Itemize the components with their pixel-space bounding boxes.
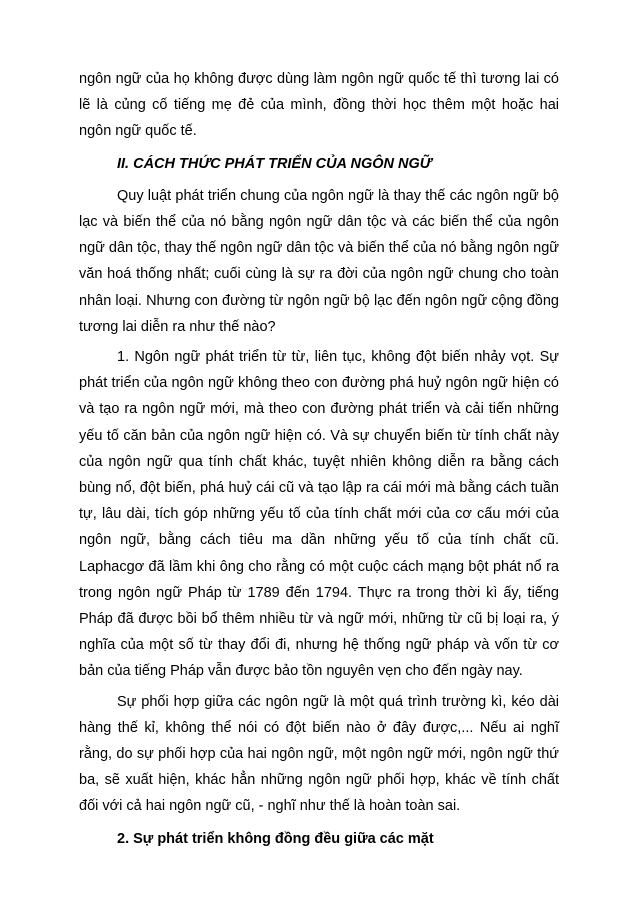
body-paragraph: 1. Ngôn ngữ phát triển từ từ, liên tục, không đột biến nhảy vọt. Sự phát triển của ngôn ngữ không theo con đường phá huỷ ngôn ngữ hiện có và tạo ra ngôn ngữ mới, mà theo con đường phát triển và cải tiến những yếu tố căn bản của ngôn ngữ hiện có. Và sự chuyển biến từ tính chất này của ngôn ngữ qua tính chất khác, tuyệt nhiên không diễn ra bằng cách bùng nổ, đột biến, phá huỷ cái cũ và tạo lập ra cái mới mà bằng cách tuần tự, lâu dài, tích góp những yếu tố của tính chất mới của cơ cấu mới của ngôn ngữ, bằng cách tiêu ma dần những yếu tố của tính chất cũ. Laphacgơ đã lầm khi ông cho rằng có một cuộc cách mạng bột phát nổ ra trong ngôn ngữ Pháp từ 1789 đến 1794. Thực ra trong thời kì ấy, tiếng Pháp đã được bồi bổ thêm nhiều từ và ngữ mới, những từ cũ bị loại ra, ý nghĩa của một số từ thay đổi đi, nhưng hệ thống ngữ pháp và vốn từ cơ bản của tiếng Pháp vẫn được bảo tồn nguyên vẹn cho đến ngày nay.: [79, 349, 559, 680]
body-paragraph: Sự phối hợp giữa các ngôn ngữ là một quá trình trường kì, kéo dài hàng thế kỉ, không thể nói có đột biến nào ở đây được,... Nếu ai nghĩ rằng, do sự phối hợp của hai ngôn ngữ, một ngôn ngữ mới, ngôn ngữ thứ ba, sẽ xuất hiện, khác hẳn những ngôn ngữ phối hợp, khác về tính chất đối với cả hai ngôn ngữ cũ, - nghĩ như thế là hoàn toàn sai.: [79, 693, 559, 815]
subsection-heading: 2. Sự phát triển không đồng đều giữa các mặt: [117, 830, 434, 847]
body-paragraph: Quy luật phát triển chung của ngôn ngữ là thay thế các ngôn ngữ bộ lạc và biến thể của nó bằng ngôn ngữ dân tộc và các biến thể của ngôn ngữ dân tộc, thay thế ngôn ngữ dân tộc và biến thể của nó bằng ngôn ngữ văn hoá thống nhất; cuối cùng là sự ra đời của ngôn ngữ chung cho toàn nhân loại. Nhưng con đường từ ngôn ngữ bộ lạc đến ngôn ngữ cộng đồng tương lai diễn ra như thế nào?: [79, 187, 559, 335]
continuation-paragraph: ngôn ngữ của họ không được dùng làm ngôn ngữ quốc tế thì tương lai có lẽ là củng cố tiếng mẹ đẻ của mình, đồng thời học thêm một hoặc hai ngôn ngữ quốc tế.: [79, 71, 559, 140]
section-heading: II. CÁCH THỨC PHÁT TRIỂN CỦA NGÔN NGỮ: [117, 155, 432, 172]
document-body: [79, 66, 559, 858]
